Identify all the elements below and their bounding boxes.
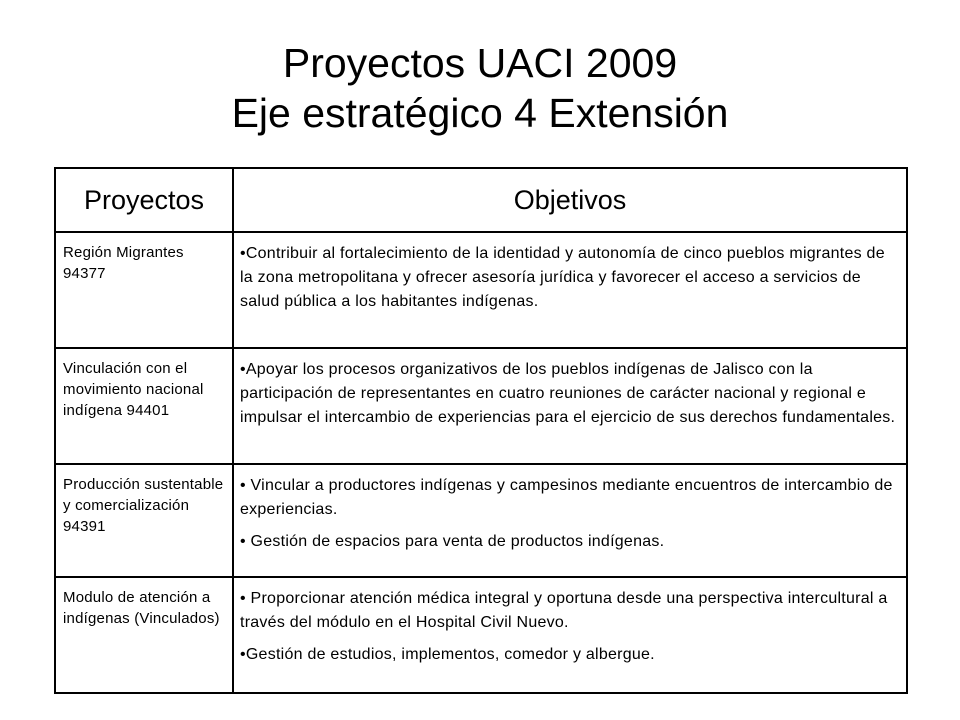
project-cell: Vinculación con el movimiento nacional indígena 94401 <box>55 348 233 464</box>
objective-item: •Gestión de estudios, implementos, comedor y albergue. <box>240 646 655 663</box>
objective-item: • Vincular a productores indígenas y campesinos mediante encuentros de intercambio de experiencias. <box>240 477 893 518</box>
title-line-1: Proyectos UACI 2009 <box>282 40 678 86</box>
table-row <box>55 232 907 348</box>
slide-title <box>0 38 960 138</box>
title-line-2: Eje estratégico 4 Extensión <box>231 90 729 136</box>
project-cell: Modulo de atención a indígenas (Vinculados) <box>55 577 233 693</box>
objective-item: •Contribuir al fortalecimiento de la identidad y autonomía de cinco pueblos migrantes de la zona metropolitana y ofrecer asesoría jurídica y favorecer el acceso a servicios de salud pública a los habitantes indígenas. <box>240 245 885 310</box>
objective-item: • Gestión de espacios para venta de productos indígenas. <box>240 533 665 550</box>
table-row <box>55 348 907 464</box>
objectives-cell <box>233 348 907 464</box>
projects-table <box>54 167 908 694</box>
header-objectives: Objetivos <box>233 168 907 232</box>
table-row <box>55 577 907 693</box>
objectives-cell <box>233 464 907 577</box>
objectives-cell <box>233 577 907 693</box>
header-projects: Proyectos <box>55 168 233 232</box>
project-cell: Producción sustentable y comercialización 94391 <box>55 464 233 577</box>
objectives-cell <box>233 232 907 348</box>
table-header-row <box>55 168 907 232</box>
objective-item: • Proporcionar atención médica integral y oportuna desde una perspectiva intercultural a través del módulo en el Hospital Civil Nuevo. <box>240 590 888 631</box>
objective-item: •Apoyar los procesos organizativos de los pueblos indígenas de Jalisco con la participación de representantes en cuatro reuniones de carácter nacional y regional e impulsar el intercambio de experiencias para el ejercicio de sus derechos fundamentales. <box>240 361 896 426</box>
project-cell: Región Migrantes 94377 <box>55 232 233 348</box>
table-row <box>55 464 907 577</box>
